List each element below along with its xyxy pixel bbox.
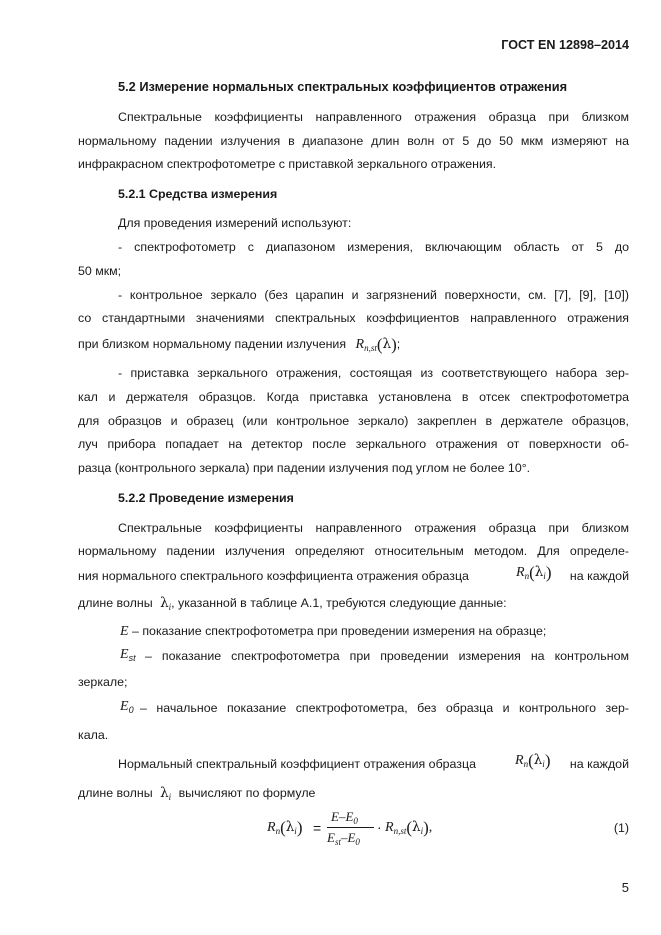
definition-line: зеркале; (78, 675, 128, 689)
paragraph-line: нормальному падении излучения определяют относительным методом. Для определе- (78, 544, 629, 558)
subsection-title: 5.2.2 Проведение измерения (118, 491, 294, 505)
list-item-line: со стандартными значениями спектральных коэффициентов направленного отражения (78, 311, 629, 325)
subsection-title: 5.2.1 Средства измерения (118, 187, 278, 201)
text-fragment: длине волны (78, 786, 153, 800)
formula-rn-lambda-i: $R_n(\lambda_i)$ (515, 751, 551, 770)
formula-number: (1) (613, 821, 629, 835)
symbol-e-zero: $E_0$ (120, 699, 134, 715)
paragraph-line: Для проведения измерений используют: (118, 216, 352, 230)
formula-r-nst-lambda: $R_{n,st}(\lambda)$ (355, 335, 397, 354)
list-item-line: для образцов и образец (или контрольное зеркало) закреплен в держателе образцов, (78, 414, 629, 428)
text-fragment: вычисляют по формуле (178, 786, 316, 800)
text-fragment: длине волны (78, 596, 153, 610)
text-fragment: – показание спектрофотометра при проведении измерения на образце; (132, 624, 547, 638)
text-fragment: , указанной в таблице А.1, требуются следующие данные: (171, 596, 507, 610)
paragraph-line: Спектральные коэффициенты направленного отражения образца при близком (118, 521, 629, 535)
paragraph-line: ния нормального спектрального коэффициента отражения образца (78, 569, 469, 583)
list-item-line: - спектрофотометр с диапазоном измерения, включающим область от 5 до (118, 240, 629, 254)
definition-line: – начальное показание спектрофотометра, без образца и контрольного зер- (140, 701, 629, 715)
fraction-numerator: $E-E_0$ (331, 809, 358, 826)
multiplication-dot: · (377, 819, 382, 835)
list-item-line: кал и держателя образцов. Когда приставка установлена в отсек спектрофотометра (78, 390, 629, 404)
equals-sign: = (313, 820, 322, 836)
paragraph-line: на каждой (569, 757, 629, 771)
paragraph-line (78, 595, 507, 612)
symbol-e: E (120, 624, 129, 639)
formula-rn-lambda-i: $R_n(\lambda_i)$ (516, 563, 552, 582)
fraction-denominator: $E_{st}-E_0$ (327, 830, 360, 847)
paragraph-line: Нормальный спектральный коэффициент отражения образца (118, 757, 476, 771)
list-item-line: луч прибора попадает на детектор после зеркального отражения от поверхности об- (78, 437, 629, 451)
text-fragment: ; (396, 337, 401, 351)
paragraph-line: нормальному падении излучения в диапазоне длин волн от 5 до 50 мкм измеряют на (78, 134, 629, 148)
paragraph-line: Спектральные коэффициенты направленного отражения образца при близком (118, 110, 629, 124)
list-item-line: разца (контрольного зеркала) при падении излучения под углом не более 10°. (78, 461, 531, 475)
lambda-i-symbol: $\lambda_i$ (160, 785, 172, 802)
page-number: 5 (621, 880, 629, 895)
paragraph-line (78, 785, 315, 802)
document-code: ГОСТ EN 12898–2014 (501, 38, 629, 52)
formula-rhs: $R_{n,st}(\lambda_i)$, (385, 818, 433, 837)
lambda-i-symbol: $\lambda_i$ (160, 595, 172, 612)
paragraph-line: на каждой (569, 569, 629, 583)
symbol-e-st: $E_{st}$ (120, 647, 136, 663)
fraction-bar (327, 827, 374, 828)
formula-lhs: $R_n(\lambda_i)$ (267, 818, 303, 837)
list-item-line: 50 мкм; (78, 264, 122, 278)
text-fragment: при близком нормальному падении излучения (78, 337, 347, 351)
definition-line: – показание спектрофотометра при проведении измерения на контрольном (145, 649, 629, 663)
list-item-line (78, 335, 400, 355)
definition-line: кала. (78, 728, 109, 742)
section-title: 5.2 Измерение нормальных спектральных коэффициентов отражения (118, 79, 568, 94)
definition-line (120, 624, 546, 640)
paragraph-line: инфракрасном спектрофотометре с приставкой зеркального отражения. (78, 157, 497, 171)
list-item-line: - контрольное зеркало (без царапин и загрязнений поверхности, см. [7], [9], [10]) (118, 288, 629, 302)
list-item-line: - приставка зеркального отражения, состоящая из соответствующего набора зер- (118, 366, 629, 380)
